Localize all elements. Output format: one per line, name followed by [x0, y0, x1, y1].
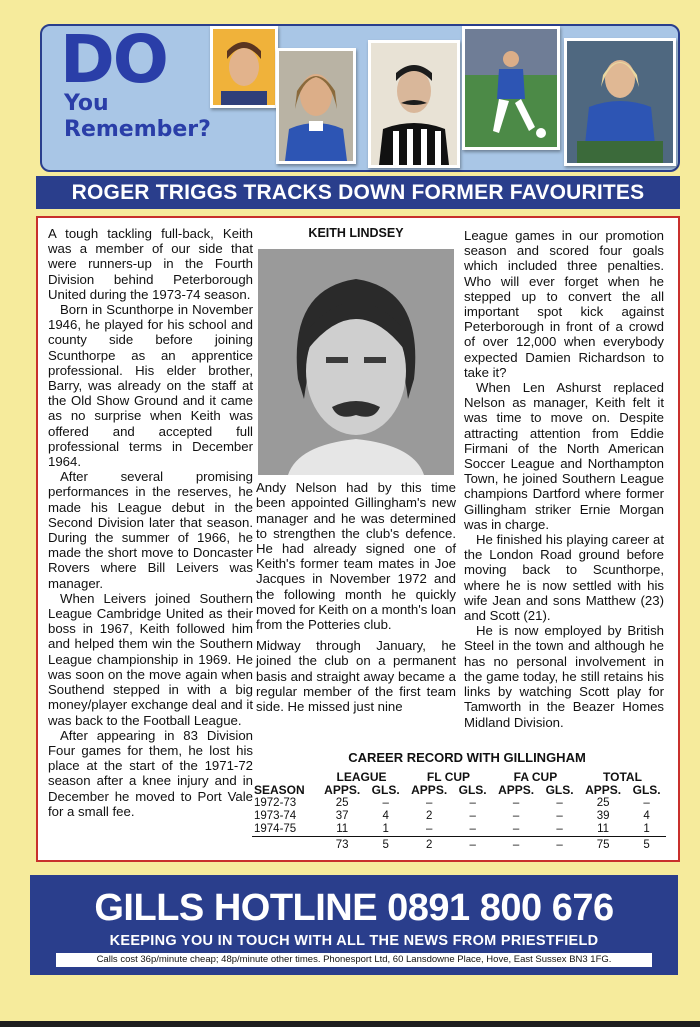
header-remember: Remember?: [64, 117, 211, 142]
group-header: TOTAL: [603, 770, 642, 784]
player-photo: [210, 26, 278, 108]
article-column-3: [464, 228, 664, 730]
group-header: LEAGUE: [336, 770, 387, 784]
column-header-row: [252, 784, 666, 797]
table-row: [252, 823, 666, 837]
table-cell: –: [453, 837, 492, 853]
table-row: [252, 797, 666, 810]
column-header: APPS.: [324, 783, 361, 797]
table-cell: [252, 837, 318, 853]
table-cell: 25: [596, 797, 610, 809]
table-cell: –: [469, 797, 476, 809]
table-cell: 25: [335, 797, 349, 809]
column-header: APPS.: [411, 783, 448, 797]
paragraph: When Len Ashurst replaced Nelson as manager, Keith felt it was time to move on. Despite attracting attention from Eddie Firmani of the North American Soccer League and Northampton Town, he joined Southern League champions Dartford where former Gillingham striker Ernie Morgan was in charge.: [464, 380, 664, 532]
table-cell: –: [540, 837, 579, 853]
paragraph: League games in our promotion season and scored four goals which included three penalties. Who will ever forget when he stepped up to convert the all important spot kick against Peterborough in front of a crowd of over 12,000 when everybody expected Damien Richardson to take it?: [464, 228, 664, 380]
header-do: DO: [60, 21, 167, 98]
table-cell: 11: [597, 823, 610, 835]
headline-banner: ROGER TRIGGS TRACKS DOWN FORMER FAVOURITES: [36, 176, 680, 209]
career-record-title: CAREER RECORD WITH GILLINGHAM: [348, 750, 586, 765]
column-header: GLS.: [632, 783, 661, 797]
hotline-number: GILLS HOTLINE 0891 800 676: [94, 887, 614, 929]
table-cell: –: [382, 797, 389, 809]
table-cell: 1973-74: [254, 810, 297, 822]
table-cell: 75: [579, 837, 627, 853]
table-cell: 73: [318, 837, 366, 853]
column-header: APPS.: [498, 783, 535, 797]
hotline-tagline: KEEPING YOU IN TOUCH WITH ALL THE NEWS FROM PRIESTFIELD: [109, 933, 599, 949]
table-cell: 5: [366, 837, 405, 853]
career-table: [252, 771, 666, 852]
table-cell: –: [512, 823, 520, 835]
player-portrait: [258, 249, 454, 475]
table-cell: –: [512, 810, 520, 822]
paragraph: Midway through January, he joined the club on a permanent basis and straight away became a regular member of the first team side. He missed just nine: [256, 638, 456, 715]
column-header: SEASON: [254, 783, 305, 797]
table-cell: 4: [643, 810, 650, 822]
table-cell: –: [556, 797, 563, 809]
table-cell: 37: [335, 810, 349, 822]
group-header: FA CUP: [513, 770, 558, 784]
table-row: [252, 810, 666, 823]
paragraph: Born in Scunthorpe in November 1946, he played for his school and county side before joining Scunthorpe as an apprentice professional. His elder brother, Barry, was already on the staff at the Old Show Ground and it came as no surprise when Keith was offered and accepted full professional terms in December 1964.: [48, 302, 253, 470]
article-column-2: [256, 226, 456, 714]
career-record: [252, 750, 666, 852]
table-cell: 1972-73: [254, 797, 297, 809]
group-header: FL CUP: [426, 770, 471, 784]
player-photo: [276, 48, 356, 164]
table-cell: –: [425, 797, 433, 809]
paragraph: A tough tackling full-back, Keith was a member of our side that were runners-up in the Fourth Division behind Peterborough United during the 1973-74 season.: [48, 226, 253, 302]
header-you: You: [64, 91, 109, 116]
paragraph: He finished his playing career at the London Road ground before moving back to Scunthorpe, where he is now settled with his wife Jean and sons Matthew (23) and Scott (21).: [464, 532, 664, 624]
portrait-caption: KEITH LINDSEY: [308, 226, 404, 240]
column-header: GLS.: [545, 783, 574, 797]
totals-row: [252, 837, 666, 853]
paragraph: When Leivers joined Southern League Cambridge United as their boss in 1967, Keith followed him and helped them win the Southern League championship in 1969. He was soon on the move again when Southend stepped in with a big money/player exchange deal and it was back to the Football League.: [48, 590, 253, 728]
player-photo: [462, 26, 560, 150]
table-cell: –: [556, 810, 563, 822]
hotline-terms: Calls cost 36p/minute cheap; 48p/minute other times. Phonesport Ltd, 60 Lansdowne Place, Hove, East Sussex BN3 1FG.: [56, 953, 652, 967]
player-photo: [368, 40, 460, 168]
table-cell: 1974-75: [254, 823, 297, 835]
column-header: APPS.: [585, 783, 622, 797]
table-cell: 2: [425, 810, 433, 822]
table-cell: –: [512, 797, 520, 809]
page-edge: [0, 1021, 700, 1027]
article-column-1: [48, 226, 253, 819]
column-header: GLS.: [371, 783, 400, 797]
table-cell: 2: [405, 837, 453, 853]
table-cell: 5: [627, 837, 666, 853]
table-cell: –: [469, 810, 476, 822]
table-cell: 1: [382, 823, 389, 835]
column-header: GLS.: [458, 783, 487, 797]
table-cell: –: [556, 823, 563, 835]
table-cell: –: [643, 797, 650, 809]
table-cell: 4: [382, 810, 389, 822]
table-cell: 1: [643, 823, 650, 835]
hotline-advert: [30, 875, 678, 975]
paragraph: He is now employed by British Steel in the town and although he has no personal involvement in the game today, he still retains his links by watching Scott play for Tamworth in the Beazer Homes Midland Division.: [464, 623, 664, 730]
table-cell: 11: [336, 823, 349, 835]
table-cell: –: [469, 823, 476, 835]
paragraph: After several promising performances in the reserves, he made his League debut in the Second Division later that season. During the summer of 1966, he made the short move to Doncaster Rovers where Bill Leivers was manager.: [48, 469, 253, 591]
paragraph: Andy Nelson had by this time been appointed Gillingham's new manager and he was determined to strengthen the club's defence. He had already signed one of Keith's former team mates in Joe Jacques in November 1972 and the following month he quickly moved for Keith on a month's loan from the Potteries club.: [256, 480, 456, 633]
table-cell: –: [425, 823, 433, 835]
player-photo: [564, 38, 676, 166]
paragraph: After appearing in 83 Division Four games for them, he lost his place at the start of the 1971-72 season after a knee injury and in December he moved to Port Vale for a small fee.: [48, 727, 253, 819]
table-cell: 39: [596, 810, 610, 822]
table-cell: –: [492, 837, 540, 853]
